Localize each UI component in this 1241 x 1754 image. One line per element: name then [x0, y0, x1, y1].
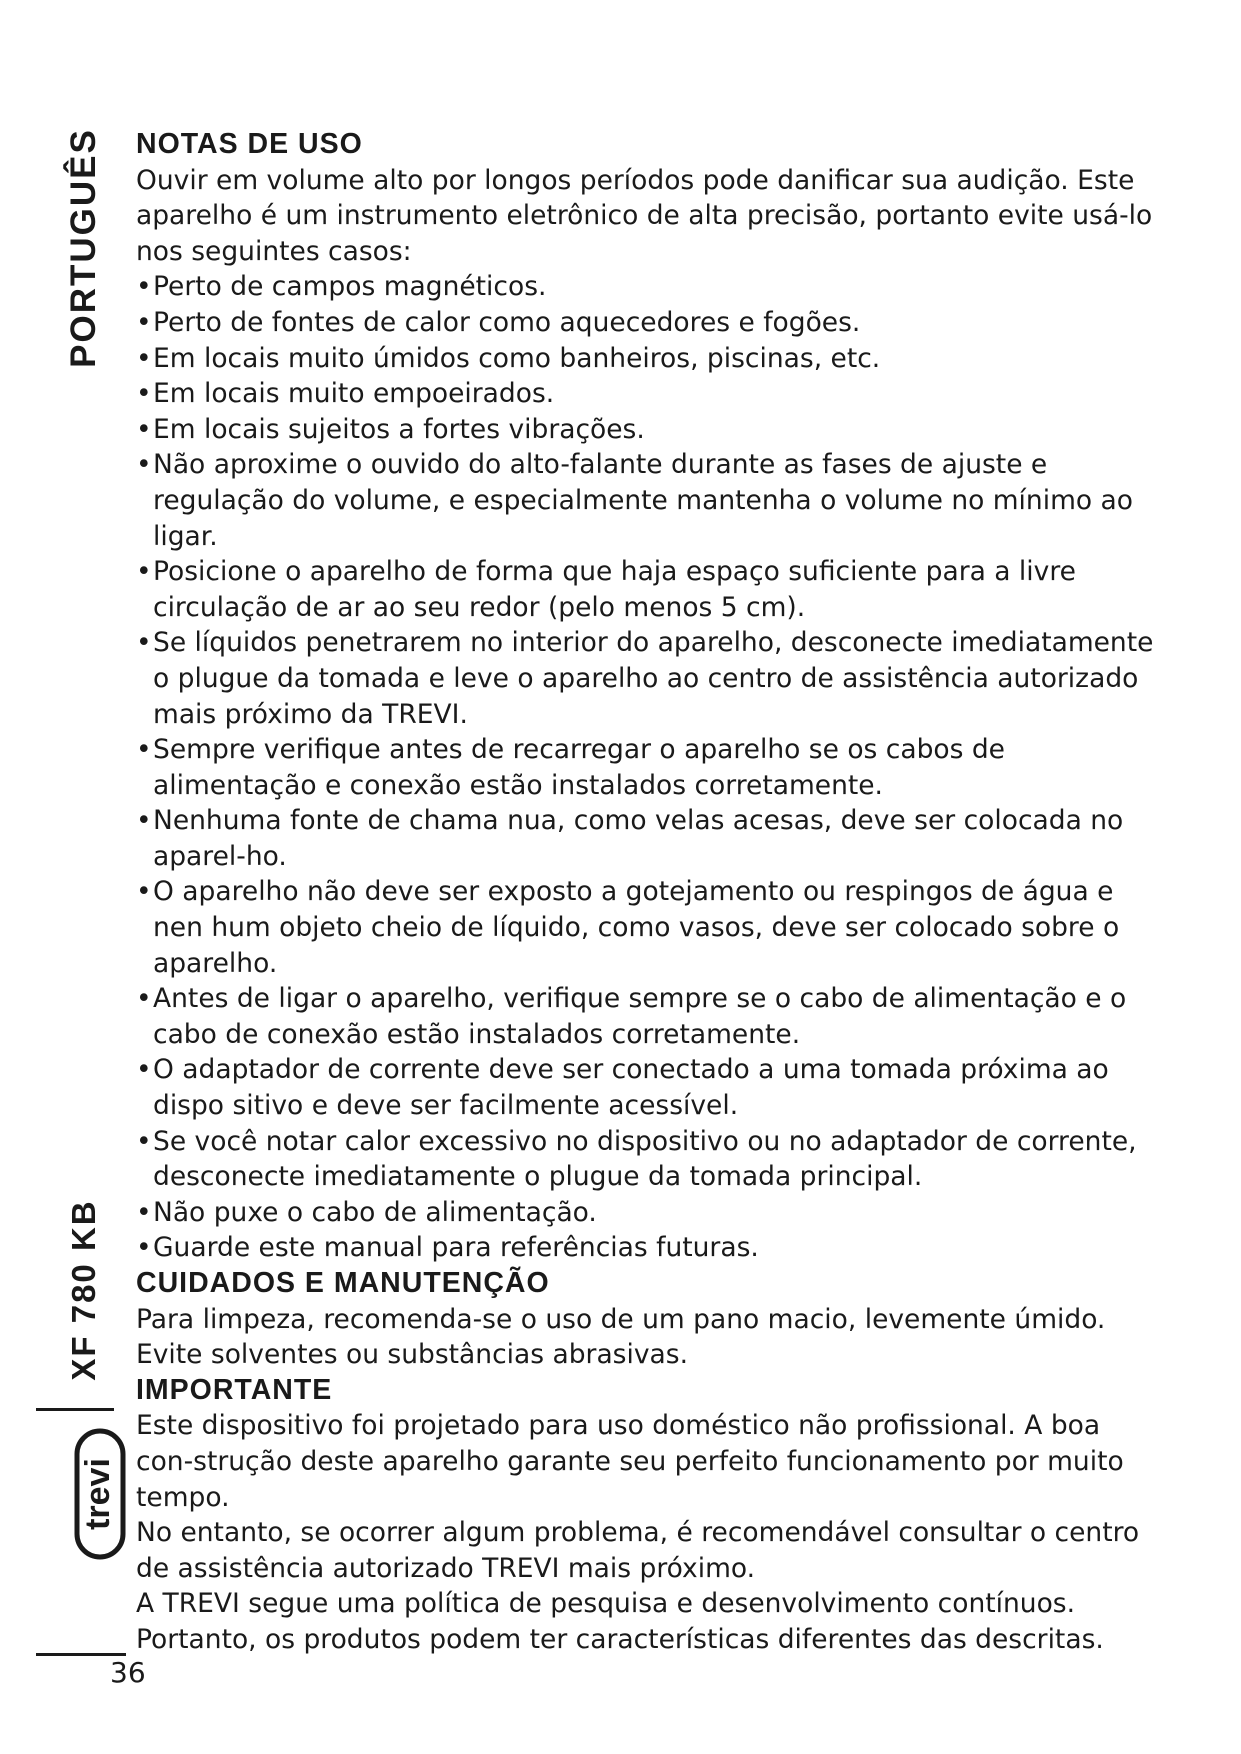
list-item: • Em locais muito úmidos como banheiros, piscinas, etc. [136, 341, 1161, 377]
important-paragraph: No entanto, se ocorrer algum problema, é recomendável consultar o centro de assistência autorizado TREVI mais próximo. [136, 1517, 1140, 1584]
sidebar-model-label: XF 780 KB [65, 1199, 102, 1381]
list-item: • Sempre verifique antes de recarregar o aparelho se os cabos de alimentação e conexão estão instalados corretamente. [136, 732, 1161, 803]
list-item: • Não puxe o cabo de alimentação. [136, 1195, 1161, 1231]
divider-line [36, 1408, 114, 1411]
list-item: • Em locais muito empoeirados. [136, 376, 1161, 412]
list-item: • O adaptador de corrente deve ser conectado a uma tomada próxima ao dispo sitivo e deve ser facilmente acessível. [136, 1052, 1161, 1123]
section-title-notes: NOTAS DE USO [136, 128, 363, 160]
care-text: Para limpeza, recomenda-se o uso de um pano macio, levemente úmido. Evite solventes ou substâncias abrasivas. [136, 1303, 1106, 1371]
important-paragraph: Este dispositivo foi projetado para uso doméstico não profissional. A boa con-strução deste aparelho garante seu perfeito funcionamento por muito tempo. [136, 1410, 1124, 1513]
notes-intro: Ouvir em volume alto por longos períodos pode danificar sua audição. Este aparelho é um instrumento eletrônico de alta precisão, portanto evite usá-lo nos seguintes casos: [136, 164, 1153, 267]
notes-list [136, 269, 1161, 1266]
section-title-care: CUIDADOS E MANUTENÇÃO [136, 1267, 550, 1299]
section-title-important: IMPORTANTE [136, 1373, 333, 1406]
trevi-logo-text: trevi [78, 1458, 117, 1530]
list-item: • Guarde este manual para referências futuras. [136, 1230, 1161, 1266]
list-item: • Antes de ligar o aparelho, verifique sempre se o cabo de alimentação e o cabo de conexão estão instalados corretamente. [136, 981, 1161, 1052]
list-item: • Se você notar calor excessivo no dispositivo ou no adaptador de corrente, desconecte imediatamente o plugue da tomada principal. [136, 1124, 1161, 1195]
list-item: • Perto de campos magnéticos. [136, 269, 1161, 305]
list-item: • Perto de fontes de calor como aquecedores e fogões. [136, 305, 1161, 341]
list-item: • Nenhuma fonte de chama nua, como velas acesas, deve ser colocada no aparel-ho. [136, 803, 1161, 874]
page-number: 36 [110, 1656, 146, 1689]
sidebar-language-label: PORTUGUÊS [64, 128, 103, 368]
list-item: • Em locais sujeitos a fortes vibrações. [136, 412, 1161, 448]
important-paragraph: A TREVI segue uma política de pesquisa e desenvolvimento contínuos. Portanto, os produtos podem ter características diferentes das descritas. [136, 1588, 1104, 1655]
list-item: • Posicione o aparelho de forma que haja espaço suficiente para a livre circulação de ar ao seu redor (pelo menos 5 cm). [136, 554, 1161, 625]
list-item: • Se líquidos penetrarem no interior do aparelho, desconecte imediatamente o plugue da tomada e leve o aparelho ao centro de assistência autorizado mais próximo da TREVI. [136, 625, 1161, 732]
list-item: • O aparelho não deve ser exposto a gotejamento ou respingos de água e nen hum objeto cheio de líquido, como vasos, deve ser colocado sobre o aparelho. [136, 874, 1161, 981]
trevi-logo-icon [74, 1428, 126, 1560]
list-item: • Não aproxime o ouvido do alto-falante durante as fases de ajuste e regulação do volume, e especialmente mantenha o volume no mínimo ao ligar. [136, 447, 1161, 554]
page-content [136, 127, 1161, 1658]
